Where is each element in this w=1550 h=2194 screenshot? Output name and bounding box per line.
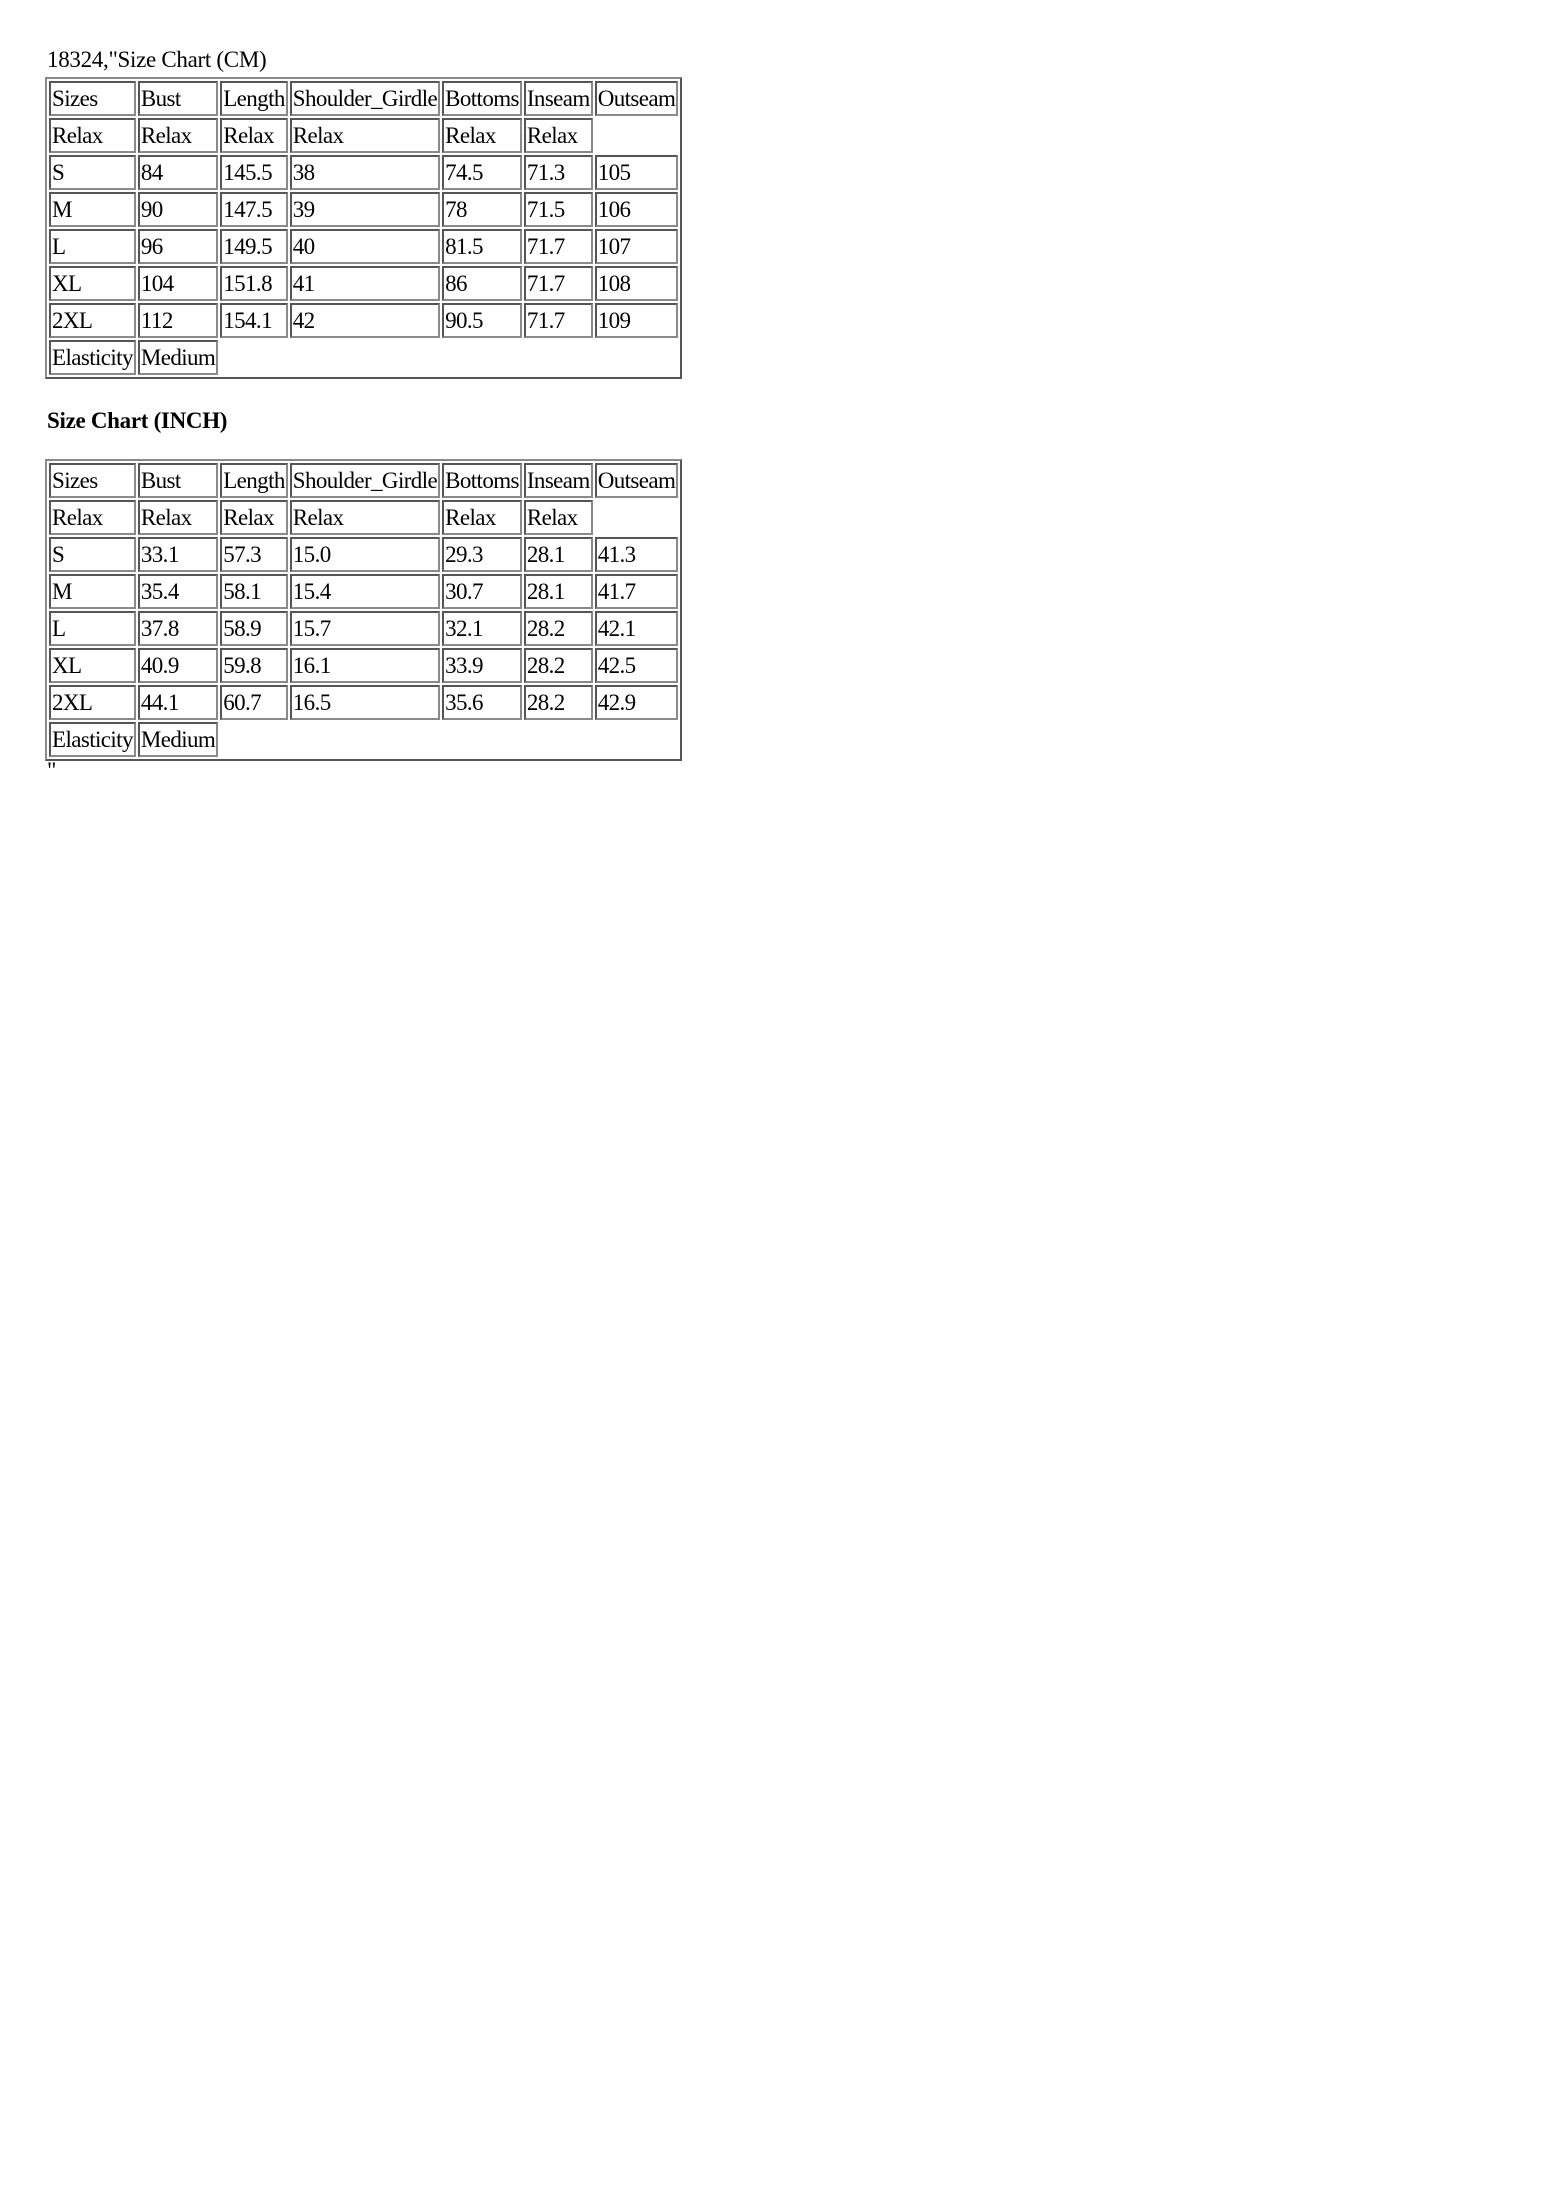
table-cell: 71.7: [524, 266, 593, 301]
empty-cell: [220, 340, 288, 375]
table-cell: 90: [138, 192, 218, 227]
table-cell: 33.1: [138, 537, 218, 572]
table-cell: 71.3: [524, 155, 593, 190]
fit-cell: Relax: [49, 500, 136, 535]
empty-cell: [290, 722, 440, 757]
size-cell: 2XL: [49, 303, 136, 338]
size-cell: S: [49, 537, 136, 572]
table-row: [49, 574, 678, 609]
header-cell: Outseam: [595, 81, 679, 116]
elasticity-row: [49, 340, 678, 375]
empty-cell: [442, 722, 522, 757]
elasticity-row: [49, 722, 678, 757]
empty-cell: [290, 340, 440, 375]
size-chart-inch-table: [45, 459, 682, 761]
header-cell: Sizes: [49, 463, 136, 498]
empty-cell: [595, 722, 679, 757]
fit-row: [49, 500, 678, 535]
table-cell: 44.1: [138, 685, 218, 720]
empty-cell: [595, 500, 679, 535]
inch-chart-title: Size Chart (INCH): [47, 408, 228, 433]
table-cell: 30.7: [442, 574, 522, 609]
table-cell: 40.9: [138, 648, 218, 683]
empty-cell: [524, 722, 593, 757]
table-cell: 28.2: [524, 685, 593, 720]
document-page: [47, 46, 682, 781]
table-cell: 104: [138, 266, 218, 301]
table-cell: 84: [138, 155, 218, 190]
table-cell: 71.7: [524, 303, 593, 338]
table-cell: 16.1: [290, 648, 440, 683]
elasticity-value: Medium: [138, 722, 218, 757]
size-chart-cm-table: [45, 77, 682, 379]
header-cell: Bottoms: [442, 463, 522, 498]
table-cell: 29.3: [442, 537, 522, 572]
table-header-row: [49, 463, 678, 498]
table-cell: 35.4: [138, 574, 218, 609]
empty-cell: [442, 340, 522, 375]
table-row: [49, 611, 678, 646]
table-cell: 105: [595, 155, 679, 190]
table-cell: 28.2: [524, 611, 593, 646]
table-row: [49, 537, 678, 572]
table-cell: 37.8: [138, 611, 218, 646]
size-cell: XL: [49, 266, 136, 301]
document-heading: 18324,"Size Chart (CM): [47, 47, 267, 72]
fit-cell: Relax: [49, 118, 136, 153]
table-cell: 151.8: [220, 266, 288, 301]
table-cell: 15.7: [290, 611, 440, 646]
table-cell: 107: [595, 229, 679, 264]
header-cell: Sizes: [49, 81, 136, 116]
fit-cell: Relax: [138, 500, 218, 535]
table-cell: 147.5: [220, 192, 288, 227]
size-cell: M: [49, 574, 136, 609]
table-cell: 59.8: [220, 648, 288, 683]
table-row: [49, 685, 678, 720]
fit-cell: Relax: [442, 118, 522, 153]
size-cell: 2XL: [49, 685, 136, 720]
table-cell: 16.5: [290, 685, 440, 720]
table-cell: 90.5: [442, 303, 522, 338]
fit-cell: Relax: [220, 118, 288, 153]
size-cell: S: [49, 155, 136, 190]
table-cell: 42.1: [595, 611, 679, 646]
closing-quote: ": [47, 758, 57, 783]
table-row: [49, 648, 678, 683]
table-cell: 109: [595, 303, 679, 338]
table-row: [49, 155, 678, 190]
header-cell: Inseam: [524, 463, 593, 498]
table-cell: 71.7: [524, 229, 593, 264]
table-cell: 32.1: [442, 611, 522, 646]
fit-cell: Relax: [220, 500, 288, 535]
header-cell: Shoulder_Girdle: [290, 81, 440, 116]
table-cell: 81.5: [442, 229, 522, 264]
table-cell: 96: [138, 229, 218, 264]
table-cell: 41.3: [595, 537, 679, 572]
table-header-row: [49, 81, 678, 116]
empty-cell: [524, 340, 593, 375]
table-cell: 108: [595, 266, 679, 301]
header-cell: Bust: [138, 81, 218, 116]
table-row: [49, 229, 678, 264]
size-cell: L: [49, 229, 136, 264]
table-cell: 15.4: [290, 574, 440, 609]
table-cell: 71.5: [524, 192, 593, 227]
table-cell: 40: [290, 229, 440, 264]
fit-row: [49, 118, 678, 153]
elasticity-value: Medium: [138, 340, 218, 375]
table-cell: 41.7: [595, 574, 679, 609]
header-cell: Inseam: [524, 81, 593, 116]
table-cell: 57.3: [220, 537, 288, 572]
table-cell: 149.5: [220, 229, 288, 264]
empty-cell: [595, 118, 679, 153]
size-cell: M: [49, 192, 136, 227]
empty-cell: [220, 722, 288, 757]
table-cell: 112: [138, 303, 218, 338]
size-cell: XL: [49, 648, 136, 683]
table-cell: 74.5: [442, 155, 522, 190]
table-cell: 106: [595, 192, 679, 227]
table-cell: 154.1: [220, 303, 288, 338]
table-cell: 15.0: [290, 537, 440, 572]
elasticity-label: Elasticity: [49, 722, 136, 757]
table-cell: 28.1: [524, 574, 593, 609]
table-cell: 42: [290, 303, 440, 338]
empty-cell: [595, 340, 679, 375]
table-cell: 39: [290, 192, 440, 227]
table-cell: 78: [442, 192, 522, 227]
table-cell: 38: [290, 155, 440, 190]
fit-cell: Relax: [138, 118, 218, 153]
table-cell: 58.9: [220, 611, 288, 646]
fit-cell: Relax: [524, 500, 593, 535]
table-row: [49, 192, 678, 227]
header-cell: Bust: [138, 463, 218, 498]
table-cell: 58.1: [220, 574, 288, 609]
table-row: [49, 303, 678, 338]
table-cell: 42.9: [595, 685, 679, 720]
size-cell: L: [49, 611, 136, 646]
header-cell: Length: [220, 463, 288, 498]
elasticity-label: Elasticity: [49, 340, 136, 375]
header-cell: Shoulder_Girdle: [290, 463, 440, 498]
table-cell: 60.7: [220, 685, 288, 720]
table-cell: 33.9: [442, 648, 522, 683]
table-cell: 145.5: [220, 155, 288, 190]
table-cell: 86: [442, 266, 522, 301]
header-cell: Bottoms: [442, 81, 522, 116]
table-cell: 28.1: [524, 537, 593, 572]
table-cell: 42.5: [595, 648, 679, 683]
table-cell: 35.6: [442, 685, 522, 720]
fit-cell: Relax: [290, 118, 440, 153]
fit-cell: Relax: [290, 500, 440, 535]
fit-cell: Relax: [524, 118, 593, 153]
table-cell: 28.2: [524, 648, 593, 683]
table-cell: 41: [290, 266, 440, 301]
table-row: [49, 266, 678, 301]
header-cell: Length: [220, 81, 288, 116]
header-cell: Outseam: [595, 463, 679, 498]
fit-cell: Relax: [442, 500, 522, 535]
